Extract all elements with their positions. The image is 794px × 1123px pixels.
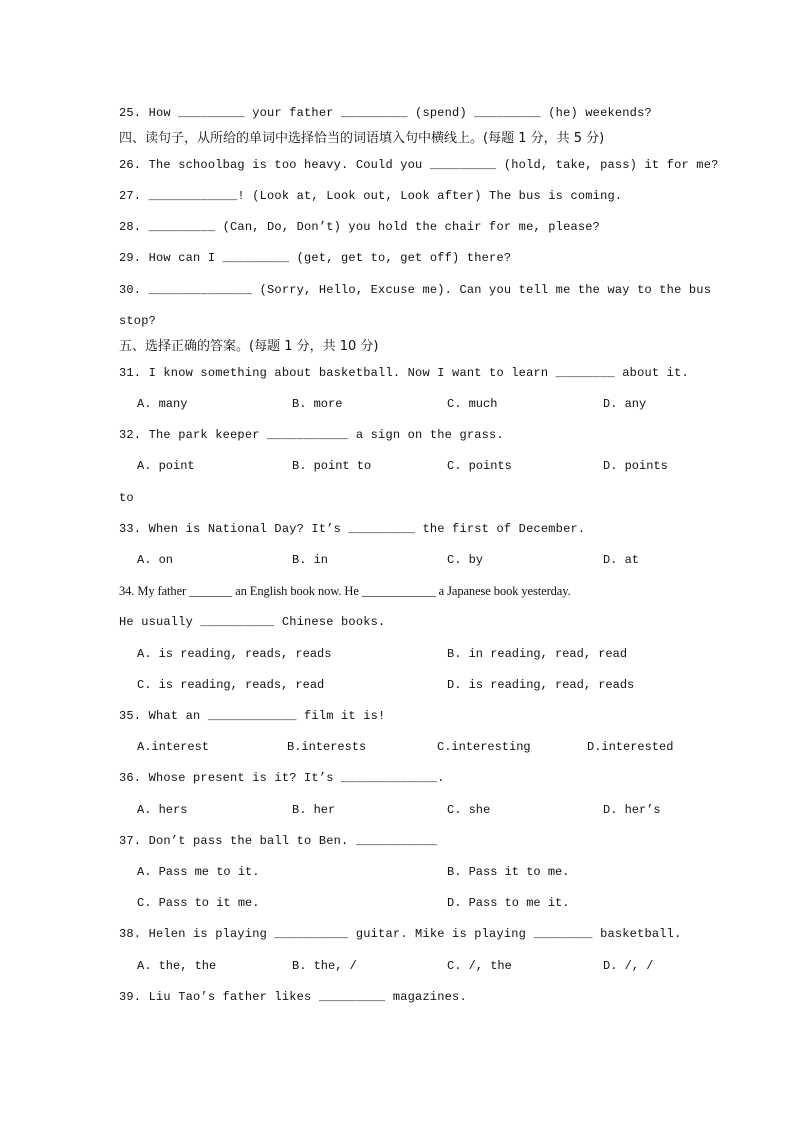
question-38-option-c: C. /, the bbox=[447, 959, 512, 973]
question-33-option-c: C. by bbox=[447, 553, 484, 567]
question-33-option-a: A. on bbox=[137, 553, 174, 567]
question-37-option-a: A. Pass me to it. bbox=[137, 865, 260, 879]
question-35-option-d: D.interested bbox=[587, 740, 674, 754]
question-36: 36. Whose present is it? It’s _____________. bbox=[119, 771, 445, 785]
question-31-option-a: A. many bbox=[137, 397, 188, 411]
question-39: 39. Liu Tao’s father likes _________ magazines. bbox=[119, 990, 467, 1004]
question-37-option-d: D. Pass to me it. bbox=[447, 896, 570, 910]
question-38-option-a: A. the, the bbox=[137, 959, 217, 973]
question-31-option-c: C. much bbox=[447, 397, 498, 411]
question-35-option-b: B.interests bbox=[287, 740, 367, 754]
question-32-option-c: C. points bbox=[447, 459, 512, 473]
question-32: 32. The park keeper ___________ a sign on the grass. bbox=[119, 428, 504, 442]
question-37-option-c: C. Pass to it me. bbox=[137, 896, 260, 910]
question-33-option-d: D. at bbox=[603, 553, 640, 567]
question-34: 34. My father _______ an English book now. He ____________ a Japanese book yesterday. bbox=[119, 584, 571, 598]
section-4-heading: 四、读句子，从所给的单词中选择恰当的词语填入句中横线上。(每题 1 分，共 5 分) bbox=[119, 131, 605, 146]
question-26: 26. The schoolbag is too heavy. Could you _________ (hold, take, pass) it for me? bbox=[119, 158, 719, 172]
question-28: 28. _________ (Can, Do, Don’t) you hold the chair for me, please? bbox=[119, 220, 601, 234]
question-30-continued: stop? bbox=[119, 314, 157, 328]
question-32-option-b: B. point to bbox=[292, 459, 372, 473]
section-5-heading: 五、选择正确的答案。(每题 1 分，共 10 分) bbox=[119, 339, 379, 354]
question-34-option-c: C. is reading, reads, read bbox=[137, 678, 325, 692]
question-32-option-d-continued: to bbox=[119, 491, 134, 505]
question-35-option-a: A.interest bbox=[137, 740, 210, 754]
question-32-option-a: A. point bbox=[137, 459, 195, 473]
question-33: 33. When is National Day? It’s _________ the first of December. bbox=[119, 522, 586, 536]
question-31-option-b: B. more bbox=[292, 397, 343, 411]
question-33-option-b: B. in bbox=[292, 553, 329, 567]
question-38: 38. Helen is playing __________ guitar. Mike is playing ________ basketball. bbox=[119, 927, 682, 941]
question-38-option-d: D. /, / bbox=[603, 959, 654, 973]
question-31-option-d: D. any bbox=[603, 397, 647, 411]
question-35-option-c: C.interesting bbox=[437, 740, 531, 754]
question-36-option-a: A. hers bbox=[137, 803, 188, 817]
question-37-option-b: B. Pass it to me. bbox=[447, 865, 570, 879]
question-34-option-a: A. is reading, reads, reads bbox=[137, 647, 332, 661]
question-35: 35. What an ____________ film it is! bbox=[119, 709, 386, 723]
question-27: 27. ____________! (Look at, Look out, Look after) The bus is coming. bbox=[119, 189, 623, 203]
question-34-option-b: B. in reading, read, read bbox=[447, 647, 628, 661]
question-30: 30. ______________ (Sorry, Hello, Excuse me). Can you tell me the way to the bus bbox=[119, 283, 712, 297]
question-36-option-d: D. her’s bbox=[603, 803, 661, 817]
question-29: 29. How can I _________ (get, get to, get off) there? bbox=[119, 251, 512, 265]
question-25: 25. How _________ your father _________ (spend) _________ (he) weekends? bbox=[119, 106, 652, 120]
question-31: 31. I know something about basketball. Now I want to learn ________ about it. bbox=[119, 366, 689, 380]
question-38-option-b: B. the, / bbox=[292, 959, 357, 973]
question-37: 37. Don’t pass the ball to Ben. ___________ bbox=[119, 834, 438, 848]
question-36-option-b: B. her bbox=[292, 803, 336, 817]
question-34-continued: He usually __________ Chinese books. bbox=[119, 615, 386, 629]
question-36-option-c: C. she bbox=[447, 803, 491, 817]
question-32-option-d: D. points bbox=[603, 459, 668, 473]
question-34-option-d: D. is reading, read, reads bbox=[447, 678, 635, 692]
